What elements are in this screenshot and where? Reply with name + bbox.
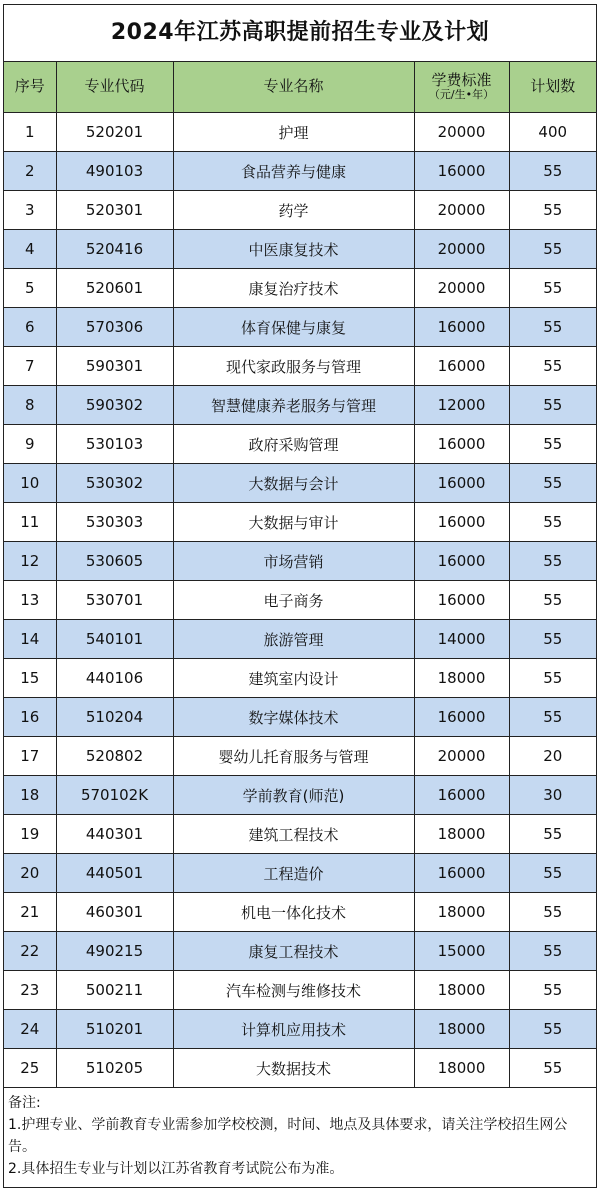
cell-fee: 18000 [414, 893, 509, 932]
cell-seq: 10 [4, 464, 56, 503]
cell-code: 530103 [56, 425, 173, 464]
table-row [4, 1049, 596, 1088]
cell-seq: 12 [4, 542, 56, 581]
cell-plan: 20 [509, 737, 596, 776]
cell-plan: 400 [509, 113, 596, 152]
header-plan: 计划数 [509, 62, 596, 113]
cell-plan: 55 [509, 1010, 596, 1049]
cell-name: 婴幼儿托育服务与管理 [173, 737, 414, 776]
cell-name: 护理 [173, 113, 414, 152]
cell-name: 建筑工程技术 [173, 815, 414, 854]
cell-seq: 19 [4, 815, 56, 854]
cell-seq: 7 [4, 347, 56, 386]
table-row [4, 230, 596, 269]
cell-fee: 16000 [414, 152, 509, 191]
cell-code: 440501 [56, 854, 173, 893]
cell-code: 590302 [56, 386, 173, 425]
cell-seq: 13 [4, 581, 56, 620]
cell-fee: 20000 [414, 191, 509, 230]
table-row [4, 971, 596, 1010]
note-item-1: 1.护理专业、学前教育专业需参加学校校测，时间、地点及具体要求，请关注学校招生网公告。 [8, 1117, 568, 1155]
cell-code: 570306 [56, 308, 173, 347]
cell-fee: 18000 [414, 659, 509, 698]
cell-name: 计算机应用技术 [173, 1010, 414, 1049]
cell-code: 520601 [56, 269, 173, 308]
page-title: 2024年江苏高职提前招生专业及计划 [4, 5, 596, 62]
header-seq: 序号 [4, 62, 56, 113]
cell-seq: 22 [4, 932, 56, 971]
cell-seq: 2 [4, 152, 56, 191]
table-row [4, 503, 596, 542]
cell-code: 510204 [56, 698, 173, 737]
cell-name: 电子商务 [173, 581, 414, 620]
cell-seq: 14 [4, 620, 56, 659]
cell-code: 530605 [56, 542, 173, 581]
cell-fee: 16000 [414, 581, 509, 620]
cell-name: 政府采购管理 [173, 425, 414, 464]
cell-seq: 24 [4, 1010, 56, 1049]
cell-plan: 55 [509, 386, 596, 425]
cell-plan: 55 [509, 698, 596, 737]
cell-seq: 4 [4, 230, 56, 269]
cell-code: 530303 [56, 503, 173, 542]
cell-name: 大数据与审计 [173, 503, 414, 542]
cell-fee: 16000 [414, 854, 509, 893]
cell-seq: 11 [4, 503, 56, 542]
cell-plan: 55 [509, 1049, 596, 1088]
table-row [4, 815, 596, 854]
cell-name: 药学 [173, 191, 414, 230]
cell-name: 数字媒体技术 [173, 698, 414, 737]
cell-name: 旅游管理 [173, 620, 414, 659]
cell-fee: 12000 [414, 386, 509, 425]
cell-fee: 20000 [414, 230, 509, 269]
cell-seq: 1 [4, 113, 56, 152]
cell-fee: 18000 [414, 971, 509, 1010]
cell-code: 440106 [56, 659, 173, 698]
cell-plan: 55 [509, 464, 596, 503]
table-body [4, 113, 596, 1088]
table-row [4, 620, 596, 659]
cell-name: 中医康复技术 [173, 230, 414, 269]
cell-code: 520301 [56, 191, 173, 230]
table-row [4, 737, 596, 776]
table-row [4, 542, 596, 581]
cell-name: 建筑室内设计 [173, 659, 414, 698]
cell-seq: 9 [4, 425, 56, 464]
header-fee-unit: （元/生•年） [428, 88, 495, 102]
cell-name: 体育保健与康复 [173, 308, 414, 347]
table-row [4, 776, 596, 815]
cell-fee: 15000 [414, 932, 509, 971]
cell-plan: 55 [509, 269, 596, 308]
cell-fee: 18000 [414, 815, 509, 854]
header-fee [414, 62, 509, 113]
table-row [4, 152, 596, 191]
plan-table [4, 62, 596, 1088]
cell-plan: 30 [509, 776, 596, 815]
cell-fee: 14000 [414, 620, 509, 659]
cell-seq: 15 [4, 659, 56, 698]
table-row [4, 932, 596, 971]
cell-name: 机电一体化技术 [173, 893, 414, 932]
cell-plan: 55 [509, 659, 596, 698]
cell-code: 530701 [56, 581, 173, 620]
cell-code: 440301 [56, 815, 173, 854]
cell-plan: 55 [509, 503, 596, 542]
cell-code: 510201 [56, 1010, 173, 1049]
cell-fee: 16000 [414, 425, 509, 464]
table-row [4, 386, 596, 425]
admission-plan-sheet [3, 4, 597, 1188]
header-name: 专业名称 [173, 62, 414, 113]
cell-seq: 18 [4, 776, 56, 815]
cell-fee: 16000 [414, 464, 509, 503]
header-fee-label: 学费标准 [431, 71, 492, 90]
table-row [4, 854, 596, 893]
cell-code: 570102K [56, 776, 173, 815]
header-code: 专业代码 [56, 62, 173, 113]
cell-plan: 55 [509, 893, 596, 932]
cell-fee: 16000 [414, 698, 509, 737]
cell-name: 智慧健康养老服务与管理 [173, 386, 414, 425]
table-row [4, 659, 596, 698]
cell-name: 市场营销 [173, 542, 414, 581]
cell-plan: 55 [509, 932, 596, 971]
cell-name: 汽车检测与维修技术 [173, 971, 414, 1010]
cell-seq: 5 [4, 269, 56, 308]
cell-name: 现代家政服务与管理 [173, 347, 414, 386]
cell-seq: 25 [4, 1049, 56, 1088]
cell-plan: 55 [509, 854, 596, 893]
cell-plan: 55 [509, 191, 596, 230]
cell-code: 500211 [56, 971, 173, 1010]
table-row [4, 464, 596, 503]
cell-name: 大数据与会计 [173, 464, 414, 503]
table-row [4, 191, 596, 230]
cell-code: 540101 [56, 620, 173, 659]
notes-heading: 备注: [8, 1095, 41, 1111]
note-item-2: 2.具体招生专业与计划以江苏省教育考试院公布为准。 [8, 1161, 344, 1177]
cell-plan: 55 [509, 230, 596, 269]
cell-fee: 16000 [414, 308, 509, 347]
cell-seq: 20 [4, 854, 56, 893]
cell-name: 食品营养与健康 [173, 152, 414, 191]
cell-seq: 6 [4, 308, 56, 347]
cell-name: 工程造价 [173, 854, 414, 893]
cell-plan: 55 [509, 347, 596, 386]
cell-name: 大数据技术 [173, 1049, 414, 1088]
cell-fee: 18000 [414, 1010, 509, 1049]
table-row [4, 269, 596, 308]
cell-seq: 3 [4, 191, 56, 230]
notes-section [4, 1088, 596, 1180]
table-row [4, 698, 596, 737]
table-header-row [4, 62, 596, 113]
cell-fee: 16000 [414, 503, 509, 542]
cell-name: 康复工程技术 [173, 932, 414, 971]
cell-fee: 16000 [414, 776, 509, 815]
table-row [4, 347, 596, 386]
table-row [4, 113, 596, 152]
cell-name: 康复治疗技术 [173, 269, 414, 308]
cell-name: 学前教育(师范) [173, 776, 414, 815]
cell-fee: 20000 [414, 737, 509, 776]
cell-plan: 55 [509, 425, 596, 464]
cell-code: 520802 [56, 737, 173, 776]
cell-plan: 55 [509, 542, 596, 581]
cell-plan: 55 [509, 152, 596, 191]
cell-code: 590301 [56, 347, 173, 386]
cell-seq: 21 [4, 893, 56, 932]
cell-code: 520416 [56, 230, 173, 269]
cell-plan: 55 [509, 581, 596, 620]
cell-code: 490215 [56, 932, 173, 971]
cell-plan: 55 [509, 815, 596, 854]
cell-seq: 8 [4, 386, 56, 425]
cell-plan: 55 [509, 971, 596, 1010]
cell-plan: 55 [509, 620, 596, 659]
cell-code: 460301 [56, 893, 173, 932]
table-row [4, 893, 596, 932]
table-row [4, 308, 596, 347]
table-row [4, 1010, 596, 1049]
cell-seq: 23 [4, 971, 56, 1010]
cell-fee: 16000 [414, 542, 509, 581]
cell-fee: 20000 [414, 269, 509, 308]
table-row [4, 581, 596, 620]
cell-code: 510205 [56, 1049, 173, 1088]
cell-fee: 16000 [414, 347, 509, 386]
cell-code: 530302 [56, 464, 173, 503]
cell-seq: 16 [4, 698, 56, 737]
cell-code: 490103 [56, 152, 173, 191]
cell-fee: 20000 [414, 113, 509, 152]
table-row [4, 425, 596, 464]
cell-plan: 55 [509, 308, 596, 347]
cell-code: 520201 [56, 113, 173, 152]
cell-seq: 17 [4, 737, 56, 776]
cell-fee: 18000 [414, 1049, 509, 1088]
